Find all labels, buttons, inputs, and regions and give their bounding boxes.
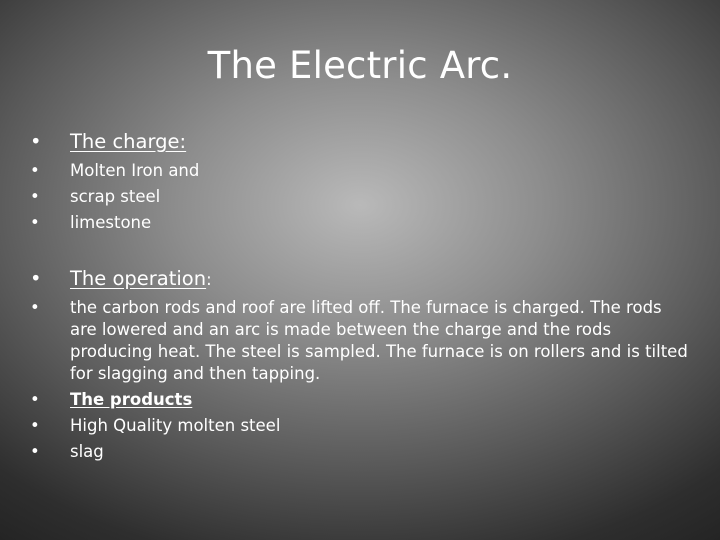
charge-item: limestone [70,213,152,232]
bullet-icon: • [30,161,40,180]
bullet-icon: • [30,298,40,317]
operation-heading: The operation [70,267,207,290]
products-heading: The products [70,390,193,409]
charge-item: Molten Iron and [70,161,200,180]
operation-heading-colon: : [206,270,212,289]
bullet-icon: • [30,213,40,232]
bullet-icon: • [30,390,40,409]
bullet-icon: • [30,267,42,290]
bullet-icon: • [30,187,40,206]
bullet-icon: • [30,442,40,461]
product-item: High Quality molten steel [70,416,281,435]
operation-description: the carbon rods and roof are lifted off. The furnace is charged. The rods are lowered and an arc is made between the charge and the rods producing heat. The steel is sampled. The furnace is on rollers and is tilted for slagging and then tapping. [70,298,688,383]
product-item: slag [70,442,104,461]
charge-item: scrap steel [70,187,161,206]
operation-heading-wrap [70,268,212,291]
bullet-icon: • [30,130,42,153]
bullet-icon: • [30,416,40,435]
slide-title: The Electric Arc. [207,44,513,87]
charge-heading: The charge: [70,130,187,153]
